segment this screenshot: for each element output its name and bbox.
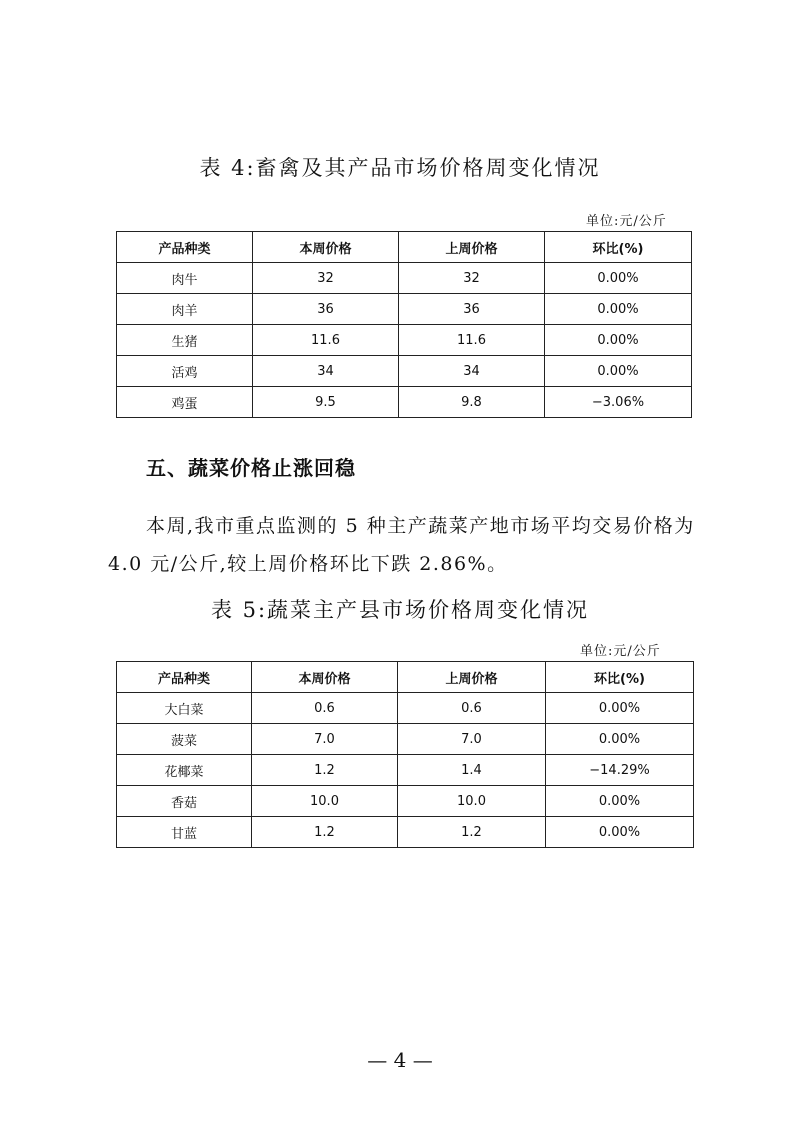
table-row: [117, 356, 692, 387]
table-cell: 1.2: [252, 755, 398, 786]
table-row: [117, 755, 694, 786]
table-cell: 36: [253, 294, 399, 325]
table-cell: −3.06%: [545, 387, 692, 418]
table-cell: 1.2: [398, 817, 546, 848]
table4-header-cell: 上周价格: [399, 232, 545, 263]
page-number: — 4 —: [367, 1048, 433, 1072]
table-cell: 0.00%: [546, 817, 694, 848]
table4-header-cell: 产品种类: [117, 232, 253, 263]
table-cell: 7.0: [398, 724, 546, 755]
table-row: [117, 724, 694, 755]
table-cell: 0.00%: [546, 724, 694, 755]
table-cell: 甘蓝: [117, 817, 252, 848]
table-cell: 0.6: [252, 693, 398, 724]
table5-header-cell: 产品种类: [117, 662, 252, 693]
table-cell: 1.4: [398, 755, 546, 786]
table-cell: 0.6: [398, 693, 546, 724]
table-cell: 0.00%: [545, 356, 692, 387]
table-cell: 0.00%: [545, 294, 692, 325]
table-row: [117, 387, 692, 418]
table4-unit: 单位:元/公斤: [586, 214, 667, 229]
table-cell: 0.00%: [546, 693, 694, 724]
table5: [116, 661, 694, 848]
table-cell: 36: [399, 294, 545, 325]
table-cell: 0.00%: [545, 325, 692, 356]
table-cell: −14.29%: [546, 755, 694, 786]
table4-header-cell: 环比(%): [545, 232, 692, 263]
table-cell: 肉牛: [117, 263, 253, 294]
table-cell: 活鸡: [117, 356, 253, 387]
table5-caption: 表 5:蔬菜主产县市场价格周变化情况: [210, 598, 590, 622]
table-cell: 0.00%: [546, 786, 694, 817]
table-cell: 香菇: [117, 786, 252, 817]
section-paragraph: 本周,我市重点监测的 5 种主产蔬菜产地市场平均交易价格为 4.0 元/公斤,较上周价格环比下跌 2.86%。: [108, 515, 695, 575]
table-row: [117, 294, 692, 325]
table-cell: 10.0: [398, 786, 546, 817]
table-row: [117, 817, 694, 848]
table-cell: 11.6: [399, 325, 545, 356]
table4-header-row: [117, 232, 692, 263]
table4-caption: 表 4:畜禽及其产品市场价格周变化情况: [199, 156, 601, 180]
table-row: [117, 325, 692, 356]
table-cell: 7.0: [252, 724, 398, 755]
table5-header-row: [117, 662, 694, 693]
table4: [116, 231, 692, 418]
table-row: [117, 263, 692, 294]
table5-header-cell: 本周价格: [252, 662, 398, 693]
table-cell: 大白菜: [117, 693, 252, 724]
table-cell: 生猪: [117, 325, 253, 356]
table5-unit: 单位:元/公斤: [580, 644, 661, 659]
table4-header-cell: 本周价格: [253, 232, 399, 263]
table-cell: 肉羊: [117, 294, 253, 325]
table5-header-cell: 环比(%): [546, 662, 694, 693]
table-cell: 34: [399, 356, 545, 387]
table-cell: 34: [253, 356, 399, 387]
table-cell: 1.2: [252, 817, 398, 848]
table-cell: 菠菜: [117, 724, 252, 755]
section-heading: 五、蔬菜价格止涨回稳: [146, 456, 356, 480]
table-cell: 花椰菜: [117, 755, 252, 786]
table-cell: 0.00%: [545, 263, 692, 294]
table5-header-cell: 上周价格: [398, 662, 546, 693]
table-row: [117, 693, 694, 724]
table-cell: 11.6: [253, 325, 399, 356]
table-row: [117, 786, 694, 817]
table-cell: 9.8: [399, 387, 545, 418]
table-cell: 鸡蛋: [117, 387, 253, 418]
table-cell: 9.5: [253, 387, 399, 418]
table-cell: 32: [253, 263, 399, 294]
table-cell: 32: [399, 263, 545, 294]
table-cell: 10.0: [252, 786, 398, 817]
